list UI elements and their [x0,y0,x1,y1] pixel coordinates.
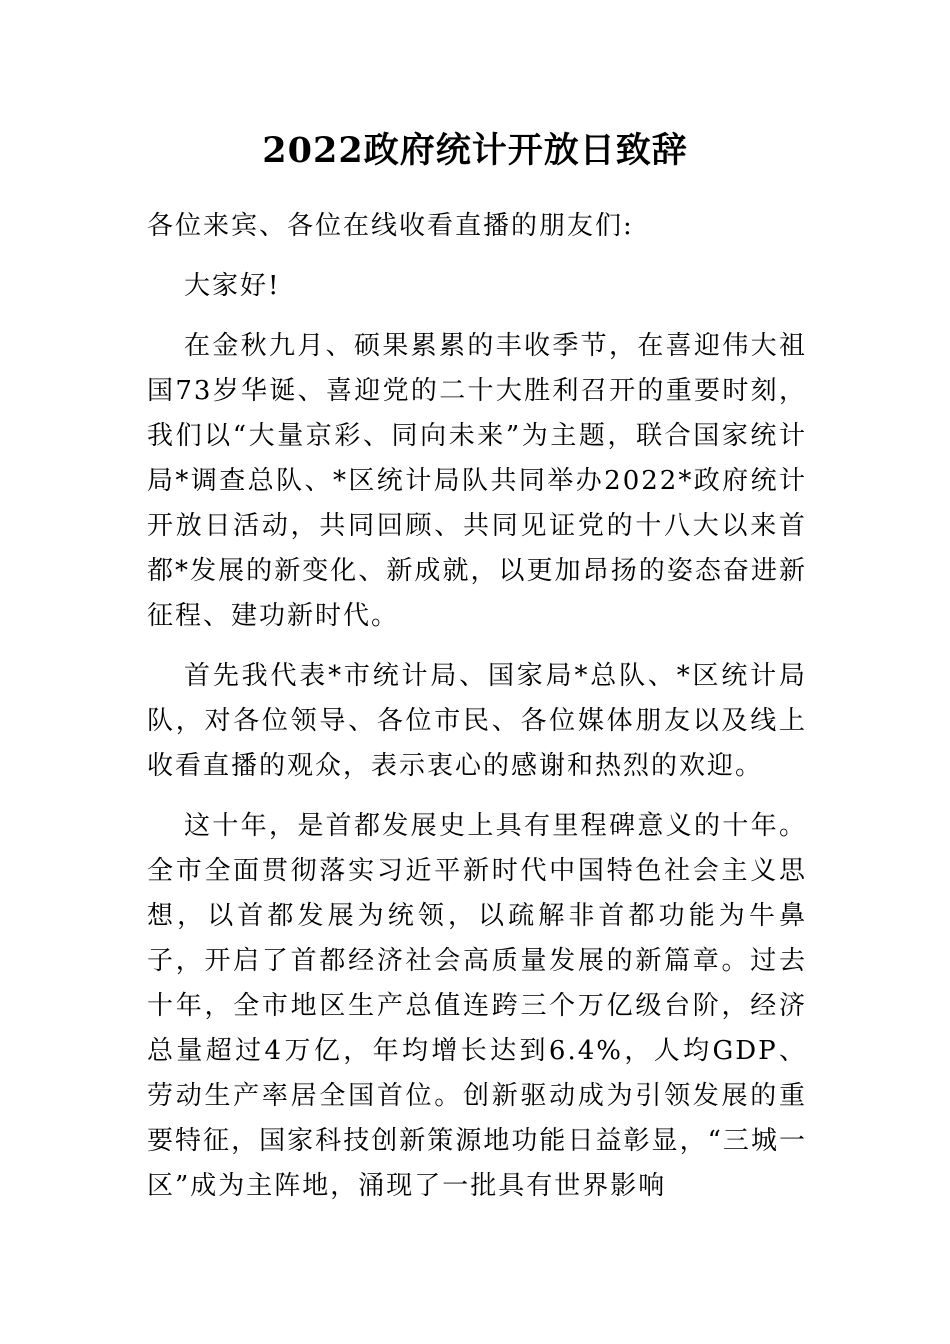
document-title: 2022政府统计开放日致辞 [262,130,688,171]
body-paragraph: 在金秋九月、硕果累累的丰收季节，在喜迎伟大祖国73岁华诞、喜迎党的二十大胜利召开的重要时刻，我们以“大量京彩、同向未来”为主题，联合国家统计局*调查总队、*区统计局队共同举办2022*政府统计开放日活动，共同回顾、共同见证党的十八大以来首都*发展的新变化、新成就，以更加昂扬的姿态奋进新征程、建功新时代。 [147,331,807,631]
document-body [147,204,807,1224]
salutation-paragraph: 各位来宾、各位在线收看直播的朋友们: [147,211,634,241]
body-paragraph: 首先我代表*市统计局、国家局*总队、*区统计局队，对各位领导、各位市民、各位媒体朋友以及线上收看直播的观众，表示衷心的感谢和热烈的欢迎。 [147,661,807,781]
body-paragraph: 这十年，是首都发展史上具有里程碑意义的十年。全市全面贯彻落实习近平新时代中国特色社会主义思想，以首都发展为统领，以疏解非首都功能为牛鼻子，开启了首都经济社会高质量发展的新篇章。过去十年，全市地区生产总值连跨三个万亿级台阶，经济总量超过4万亿，年均增长达到6.4%，人均GDP、劳动生产率居全国首位。创新驱动成为引领发展的重要特征，国家科技创新策源地功能日益彰显，“三城一区”成为主阵地，涌现了一批具有世界影响 [147,811,807,1201]
greeting-paragraph: 大家好! [184,271,281,301]
